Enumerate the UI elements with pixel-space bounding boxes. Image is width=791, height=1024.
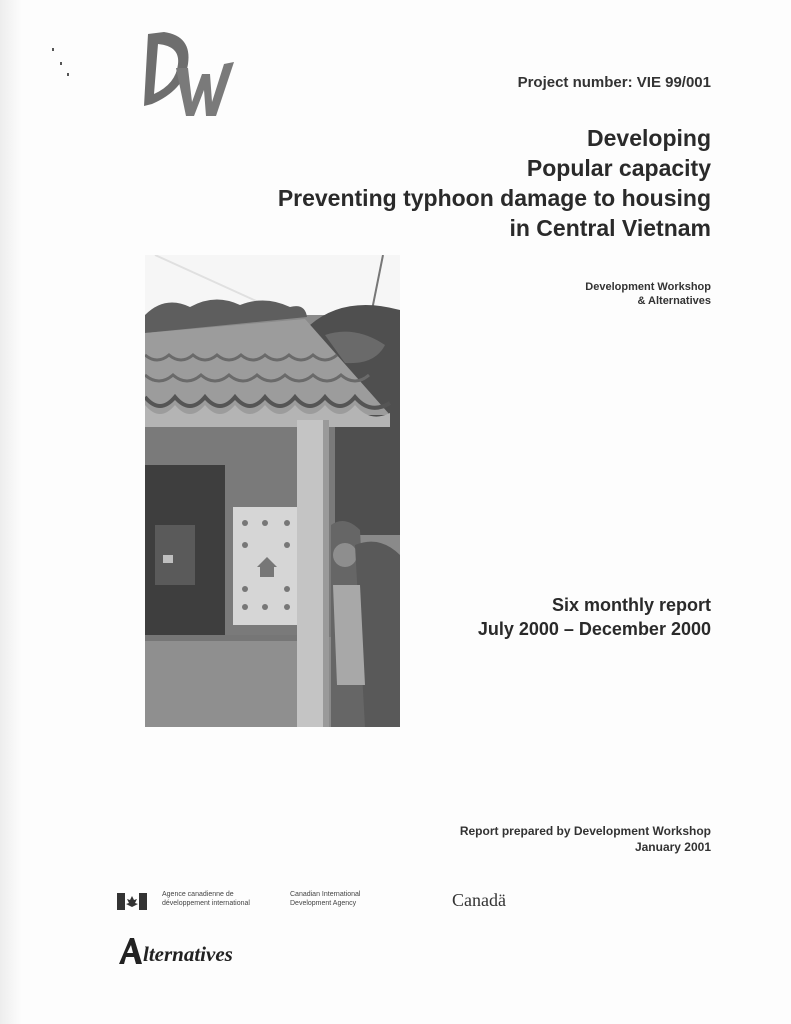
- alternatives-a-icon: [117, 936, 143, 966]
- alternatives-text: lternatives: [143, 942, 233, 966]
- scan-shadow: [0, 0, 22, 1024]
- title-line-3: Preventing typhoon damage to housing: [277, 185, 711, 211]
- title-line-2: Popular capacity: [526, 155, 711, 181]
- house-photo: [145, 255, 400, 727]
- title-line-1: Developing: [587, 125, 711, 151]
- alternatives-logo: [117, 932, 233, 966]
- prepared-date: January 2001: [634, 840, 711, 854]
- canada-flag-icon: [117, 893, 147, 910]
- report-title: [278, 123, 711, 243]
- report-period: [478, 593, 711, 641]
- dw-logo: [130, 28, 240, 120]
- organizations: [585, 280, 711, 308]
- prepared-line: Report prepared by Development Workshop: [459, 824, 711, 838]
- org-line-1: Development Workshop: [585, 281, 711, 293]
- prepared-by: [460, 823, 711, 855]
- cida-french-name: Agence canadienne de développement international: [162, 891, 250, 907]
- report-type: Six monthly report: [551, 595, 711, 615]
- title-line-4: in Central Vietnam: [509, 215, 711, 241]
- project-number: Project number: VIE 99/001: [517, 74, 711, 91]
- org-line-2: & Alternatives: [637, 295, 711, 307]
- cida-english-name: Canadian International Development Agency: [290, 891, 361, 907]
- report-dates: July 2000 – December 2000: [477, 619, 711, 639]
- canada-wordmark: Canadä: [452, 890, 506, 910]
